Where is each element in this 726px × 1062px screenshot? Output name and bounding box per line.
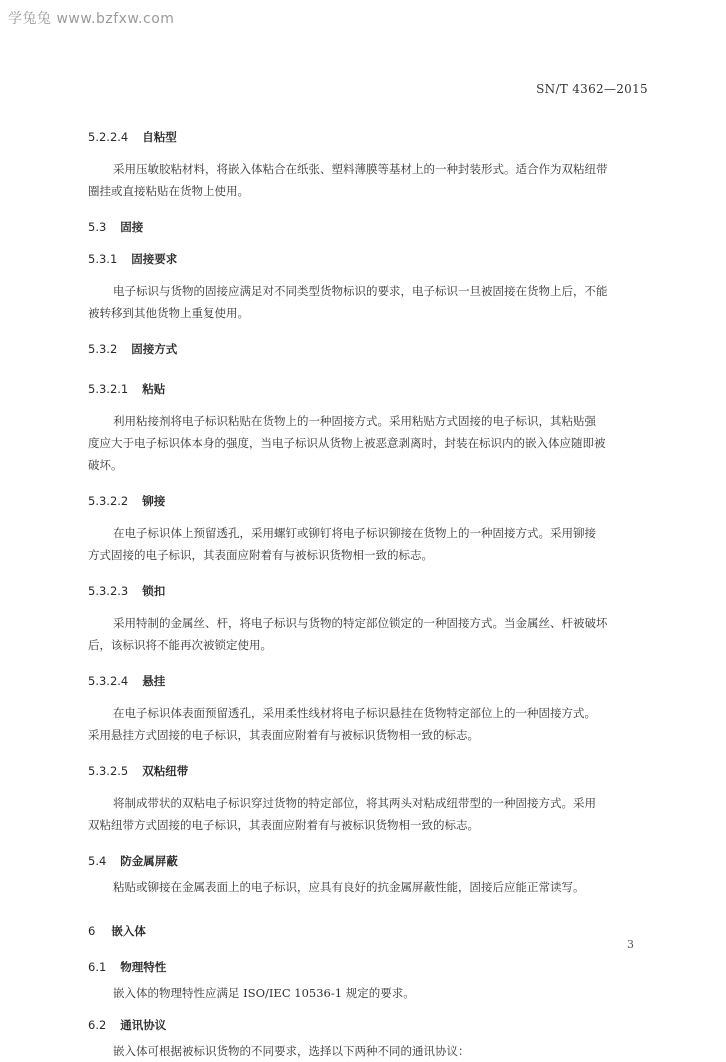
section-title: 粘贴 — [142, 382, 166, 396]
section-number: 5.3.2.1 — [88, 382, 129, 396]
section-title: 锁扣 — [142, 584, 166, 598]
standard-number: SN/T 4362—2015 — [536, 82, 648, 96]
section-heading-5-3-2-5 — [88, 760, 650, 782]
section-heading-5-2-2-4 — [88, 126, 650, 148]
section-heading-5-3-2 — [88, 338, 650, 360]
section-heading-5-3-2-3 — [88, 580, 650, 602]
section-title: 固接方式 — [131, 342, 178, 356]
section-title: 固接 — [120, 220, 144, 234]
paragraph-line: 后，该标识将不能再次被锁定使用。 — [88, 638, 272, 652]
section-number: 5.3.2.3 — [88, 584, 129, 598]
paragraph-line: 采用压敏胶粘材料，将嵌入体粘合在纸张、塑料薄膜等基材上的一种封装形式。适合作为双粘纽带 — [113, 162, 608, 176]
section-number: 5.3.2 — [88, 342, 118, 356]
section-heading-5-3-2-4 — [88, 670, 650, 692]
section-heading-5-4 — [88, 850, 650, 872]
section-number: 5.3.2.5 — [88, 764, 129, 778]
paragraph-line: 被转移到其他货物上重复使用。 — [88, 306, 249, 320]
section-title: 通讯协议 — [120, 1018, 167, 1032]
paragraph-line: 在电子标识体表面预留透孔，采用柔性线材将电子标识悬挂在货物特定部位上的一种固接方式。 — [113, 706, 596, 720]
section-title: 铆接 — [142, 494, 166, 508]
section-title: 嵌入体 — [111, 924, 146, 938]
section-number: 6.2 — [88, 1018, 107, 1032]
document-body — [88, 126, 650, 1062]
paragraph-line: 采用特制的金属丝、杆，将电子标识与货物的特定部位锁定的一种固接方式。当金属丝、杆被破坏 — [113, 616, 608, 630]
paragraph-line: 方式固接的电子标识，其表面应附着有与被标识货物相一致的标志。 — [88, 548, 433, 562]
paragraph-line: 采用悬挂方式固接的电子标识，其表面应附着有与被标识货物相一致的标志。 — [88, 728, 479, 742]
paragraph-line: 将制成带状的双粘电子标识穿过货物的特定部位，将其两头对粘成纽带型的一种固接方式。采用 — [113, 796, 596, 810]
section-heading-5-3-2-2 — [88, 490, 650, 512]
section-number: 6 — [88, 924, 96, 938]
page-number: 3 — [627, 938, 634, 951]
paragraph-5-3-2-5 — [88, 792, 650, 836]
section-title: 固接要求 — [131, 252, 178, 266]
section-number: 5.3.2.2 — [88, 494, 129, 508]
section-heading-6 — [88, 920, 650, 942]
section-title: 防金属屏蔽 — [120, 854, 178, 868]
paragraph-line: 度应大于电子标识体本身的强度，当电子标识从货物上被恶意剥离时，封装在标识内的嵌入体应随即被 — [88, 436, 606, 450]
paragraph-line: 电子标识与货物的固接应满足对不同类型货物标识的要求，电子标识一旦被固接在货物上后，不能 — [113, 284, 608, 298]
section-number: 5.3 — [88, 220, 107, 234]
section-number: 5.3.1 — [88, 252, 118, 266]
section-title: 双粘纽带 — [142, 764, 189, 778]
paragraph-line: 圈挂或直接粘贴在货物上使用。 — [88, 184, 249, 198]
section-number: 5.3.2.4 — [88, 674, 129, 688]
paragraph-6-2 — [88, 1040, 650, 1062]
section-number: 5.4 — [88, 854, 107, 868]
paragraph-line: 利用粘接剂将电子标识粘贴在货物上的一种固接方式。采用粘贴方式固接的电子标识，其粘贴强 — [113, 414, 596, 428]
section-heading-6-2 — [88, 1014, 650, 1036]
paragraph-5-3-1 — [88, 280, 650, 324]
section-title: 悬挂 — [142, 674, 166, 688]
paragraph-line: 嵌入体可根据被标识货物的不同要求，选择以下两种不同的通讯协议： — [113, 1044, 470, 1058]
paragraph-line: 在电子标识体上预留透孔，采用螺钉或铆钉将电子标识铆接在货物上的一种固接方式。采用铆接 — [113, 526, 596, 540]
paragraph-6-1 — [88, 982, 650, 1004]
section-number: 5.2.2.4 — [88, 130, 129, 144]
paragraph-line: 破坏。 — [88, 458, 123, 472]
paragraph-line: 嵌入体的物理特性应满足 ISO/IEC 10536-1 规定的要求。 — [113, 986, 415, 1000]
section-number: 6.1 — [88, 960, 107, 974]
section-heading-5-3-2-1 — [88, 378, 650, 400]
section-heading-5-3-1 — [88, 248, 650, 270]
section-heading-6-1 — [88, 956, 650, 978]
section-title: 自粘型 — [142, 130, 177, 144]
watermark: 学兔兔 www.bzfxw.com — [8, 11, 175, 27]
section-heading-5-3 — [88, 216, 650, 238]
paragraph-5-3-2-2 — [88, 522, 650, 566]
paragraph-line: 粘贴或铆接在金属表面上的电子标识，应具有良好的抗金属屏蔽性能，固接后应能正常读写。 — [113, 880, 585, 894]
paragraph-5-4 — [88, 876, 650, 898]
paragraph-5-2-2-4 — [88, 158, 650, 202]
section-title: 物理特性 — [120, 960, 167, 974]
paragraph-line: 双粘纽带方式固接的电子标识，其表面应附着有与被标识货物相一致的标志。 — [88, 818, 479, 832]
paragraph-5-3-2-1 — [88, 410, 650, 476]
paragraph-5-3-2-3 — [88, 612, 650, 656]
paragraph-5-3-2-4 — [88, 702, 650, 746]
